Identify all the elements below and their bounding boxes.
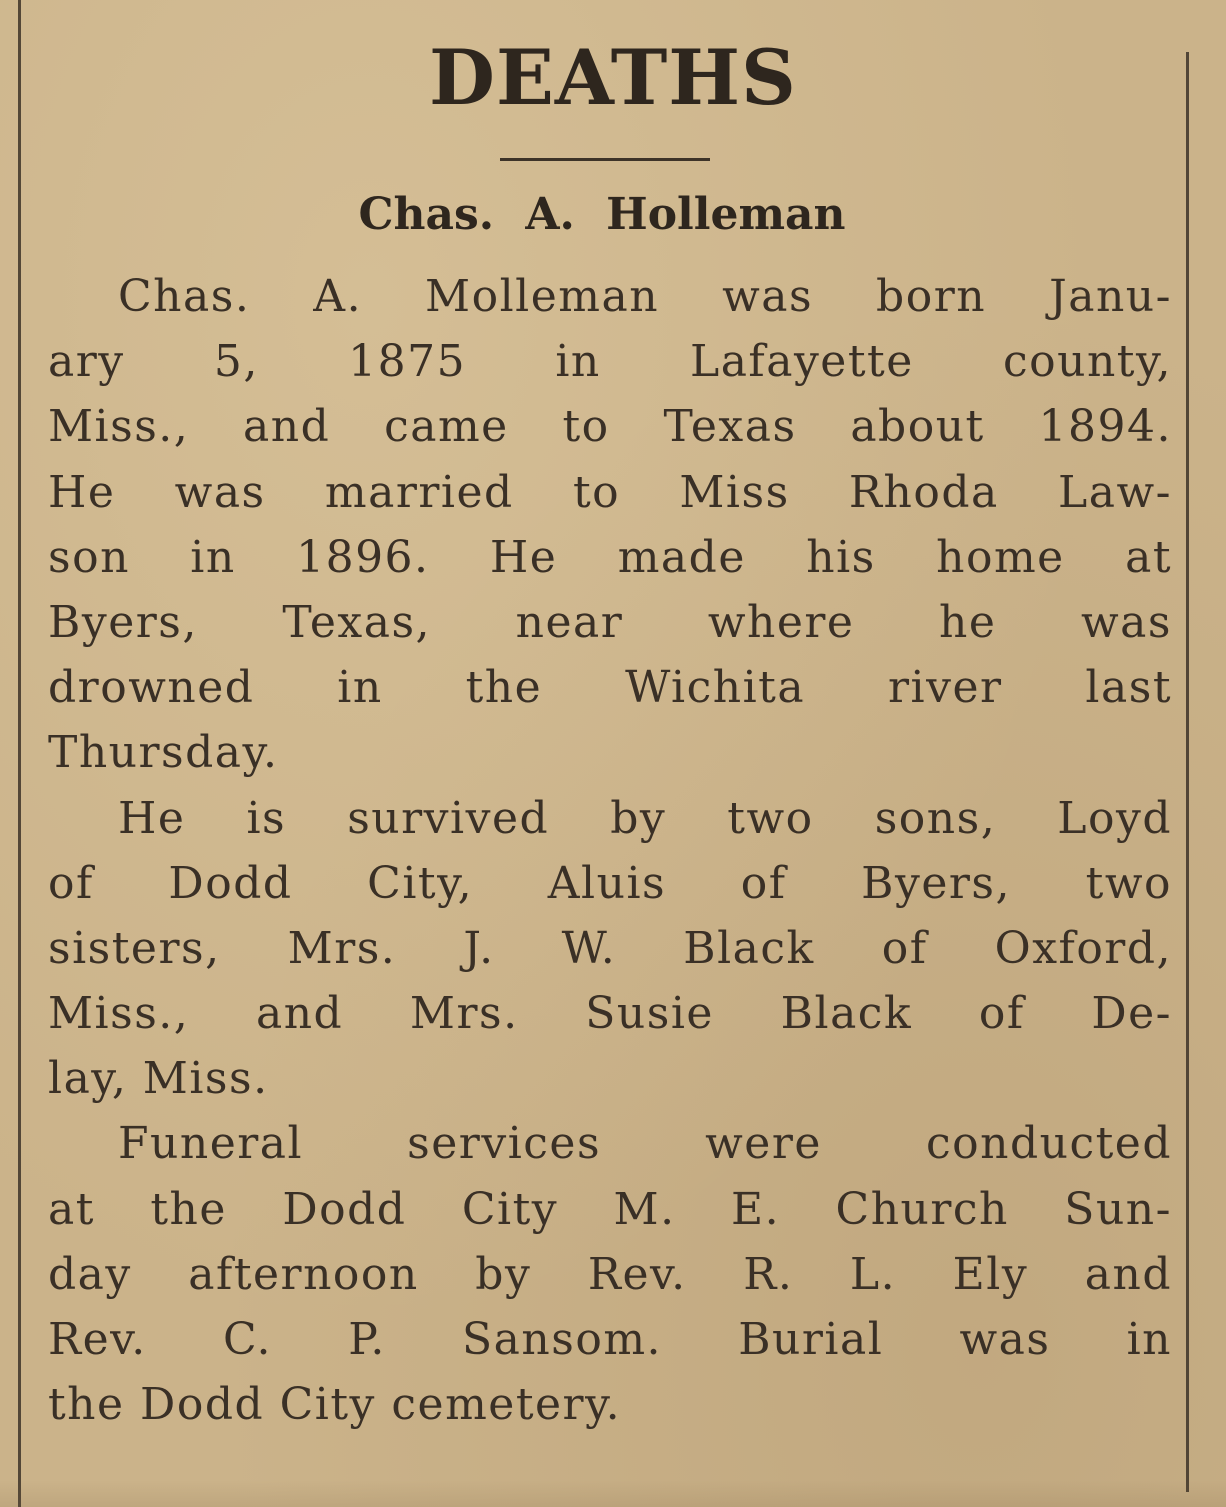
text-line: Thursday.	[48, 727, 279, 779]
text-line: Chas. A. Molleman was born Janu-	[118, 271, 1172, 322]
text-line: Miss., and Mrs. Susie Black of De-	[48, 988, 1172, 1040]
text-line: He is survived by two sons, Loyd	[118, 792, 1172, 844]
section-heading: DEATHS	[429, 33, 797, 122]
text-line: the Dodd City cemetery.	[48, 1379, 622, 1431]
text-line: day afternoon by Rev. R. L. Ely and	[48, 1248, 1172, 1300]
obituary-title: Chas. A. Holleman	[358, 189, 846, 240]
text-line: He was married to Miss Rhoda Law-	[48, 466, 1172, 518]
column-rule-right	[1186, 52, 1189, 1492]
heading-divider	[500, 158, 710, 161]
paper-edge-shadow	[0, 1480, 1226, 1507]
obituary-body	[48, 264, 1172, 1437]
text-line: of Dodd City, Aluis of Byers, two	[48, 857, 1172, 909]
text-line: sisters, Mrs. J. W. Black of Oxford,	[48, 922, 1172, 974]
text-line: Rev. C. P. Sansom. Burial was in	[48, 1314, 1172, 1365]
text-line: ary 5, 1875 in Lafayette county,	[48, 336, 1172, 388]
text-line: Funeral services were conducted	[118, 1118, 1172, 1170]
text-line: Byers, Texas, near where he was	[48, 596, 1172, 648]
text-line: at the Dodd City M. E. Church Sun-	[48, 1183, 1172, 1235]
text-line: drowned in the Wichita river last	[48, 662, 1172, 714]
text-line: Miss., and came to Texas about 1894.	[48, 401, 1172, 453]
text-line: lay, Miss.	[48, 1053, 269, 1105]
text-line: son in 1896. He made his home at	[48, 531, 1172, 583]
